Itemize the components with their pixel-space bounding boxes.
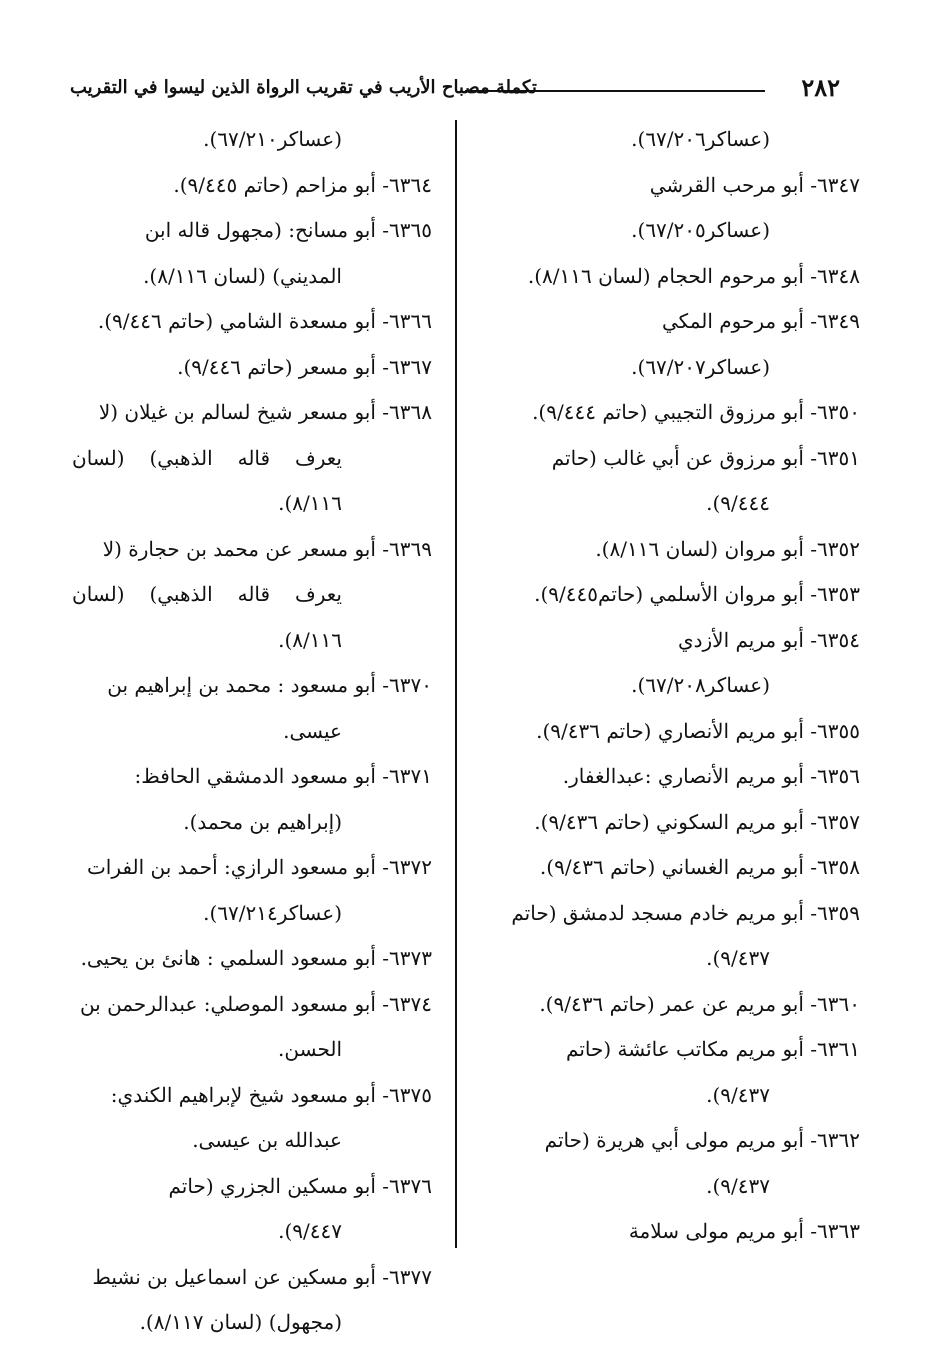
entry <box>500 891 860 982</box>
entry-continuation: الحسن. <box>278 1037 342 1061</box>
entry-text: ٦٣٦٤- أبو مزاحم (حاتم ٩/٤٤٥). <box>173 172 432 197</box>
left-column <box>72 117 432 1346</box>
entry-text: ٦٣٦١- أبو مريم مكاتب عائشة (حاتم <box>566 1037 860 1061</box>
entry <box>72 163 432 209</box>
entry-continuation: (عساكر٦٧/٢١٠). <box>203 127 342 151</box>
entry <box>72 390 432 527</box>
entry-text: ٦٣٥١- أبو مرزوق عن أبي غالب (حاتم <box>551 445 860 470</box>
entry-text: ٦٣٦٧- أبو مسعر (حاتم ٩/٤٤٦). <box>177 354 432 379</box>
entry-continuation: (عساكر٦٧/٢٠٦). <box>631 127 770 151</box>
entry-continuation: (عساكر٦٧/٢٠٧). <box>631 354 770 379</box>
entry-text: ٦٣٧٢- أبو مسعود الرازي: أحمد بن الفرات <box>86 855 432 879</box>
entry-text: ٦٣٥٤- أبو مريم الأزدي <box>677 627 860 652</box>
entry <box>500 572 860 618</box>
entry <box>72 345 432 391</box>
entry-text: ٦٣٧٦- أبو مسكين الجزري (حاتم <box>168 1173 432 1198</box>
entry <box>72 208 432 299</box>
entry <box>72 845 432 936</box>
entry-text: ٦٣٥٨- أبو مريم الغساني (حاتم ٩/٤٣٦). <box>539 855 860 879</box>
entry <box>500 709 860 755</box>
entry <box>500 1118 860 1209</box>
entry <box>500 390 860 436</box>
entry-continuation: (عساكر٦٧/٢١٤). <box>203 900 342 925</box>
entry <box>500 800 860 846</box>
entry-continuation: ٩/٤٣٧). <box>706 1082 770 1107</box>
page-number: ٢٨٢ <box>801 73 840 102</box>
entry-text: ٦٣٦٠- أبو مريم عن عمر (حاتم ٩/٤٣٦). <box>539 991 860 1016</box>
entry <box>500 1027 860 1118</box>
entry-text: ٦٣٦٩- أبو مسعر عن محمد بن حجارة (لا <box>102 536 432 561</box>
entry <box>500 527 860 573</box>
entry-continuation: (إبراهيم بن محمد). <box>183 809 342 834</box>
entry-text: ٦٣٦٦- أبو مسعدة الشامي (حاتم ٩/٤٤٦). <box>97 309 432 333</box>
entry <box>500 254 860 300</box>
entry-text: ٦٣٤٧- أبو مرحب القرشي <box>649 172 860 197</box>
entry-continuation: المديني) (لسان ٨/١١٦). <box>143 263 342 288</box>
entry <box>500 436 860 527</box>
entry <box>500 117 860 163</box>
entry <box>500 754 860 800</box>
entry-continuation: يعرف قاله الذهبي) (لسان ٨/١١٦). <box>72 582 342 652</box>
page-header <box>70 68 840 108</box>
entry <box>500 845 860 891</box>
entry <box>500 1209 860 1255</box>
entry-text: ٦٣٥٣- أبو مروان الأسلمي (حاتم٩/٤٤٥). <box>534 582 860 606</box>
entry-text: ٦٣٥٠- أبو مرزوق التجيبي (حاتم ٩/٤٤٤). <box>532 400 860 424</box>
entry <box>500 299 860 390</box>
entry-continuation: (مجهول) (لسان ٨/١١٧). <box>139 1310 342 1334</box>
entry-text: ٦٣٦٥- أبو مسانح: (مجهول قاله ابن <box>144 218 432 242</box>
entry-continuation: عيسى. <box>283 718 342 743</box>
entry-text: ٦٣٤٩- أبو مرحوم المكي <box>661 309 860 333</box>
entry-continuation: ٩/٤٣٧). <box>706 1173 770 1198</box>
column-divider <box>455 120 457 1248</box>
entry-continuation: ٩/٤٣٧). <box>706 946 770 970</box>
entry-text: ٦٣٤٨- أبو مرحوم الحجام (لسان ٨/١١٦). <box>527 263 860 288</box>
entry-text: ٦٣٧٥- أبو مسعود شيخ لإبراهيم الكندي: <box>110 1082 432 1107</box>
entry-text: ٦٣٧٣- أبو مسعود السلمي : هانئ بن يحيى. <box>80 946 432 970</box>
entry <box>72 1255 432 1346</box>
right-column <box>500 117 860 1255</box>
entry-text: ٦٣٥٩- أبو مريم خادم مسجد لدمشق (حاتم <box>511 900 860 925</box>
entry <box>72 754 432 845</box>
running-title: تكملة مصباح الأريب في تقريب الرواة الذين ليسوا في التقريب <box>70 77 537 98</box>
entry <box>72 982 432 1073</box>
entry <box>72 299 432 345</box>
entry-text: ٦٣٦٣- أبو مريم مولى سلامة <box>628 1219 860 1243</box>
entry-text: ٦٣٥٥- أبو مريم الأنصاري (حاتم ٩/٤٣٦). <box>536 718 860 743</box>
entry-text: ٦٣٧٤- أبو مسعود الموصلي: عبدالرحمن بن <box>79 991 432 1016</box>
entry-continuation: (عساكر٦٧/٢٠٥). <box>631 218 770 242</box>
entry <box>72 1164 432 1255</box>
entry-text: ٦٣٥٢- أبو مروان (لسان ٨/١١٦). <box>595 536 860 561</box>
entry <box>500 163 860 254</box>
entry <box>72 663 432 754</box>
entry <box>500 982 860 1028</box>
entry-continuation: ٩/٤٤٧). <box>278 1219 342 1243</box>
entry-text: ٦٣٥٦- أبو مريم الأنصاري :عبدالغفار. <box>562 764 860 788</box>
entry <box>500 618 860 709</box>
entry-text: ٦٣٧٧- أبو مسكين عن اسماعيل بن نشيط <box>92 1264 432 1289</box>
entry-text: ٦٣٧٠- أبو مسعود : محمد بن إبراهيم بن <box>107 673 432 697</box>
entry-continuation: عبدالله بن عيسى. <box>192 1128 342 1152</box>
entry <box>72 117 432 163</box>
entry-continuation: يعرف قاله الذهبي) (لسان ٨/١١٦). <box>72 445 342 515</box>
entry <box>72 936 432 982</box>
entry <box>72 1073 432 1164</box>
entry <box>72 527 432 664</box>
entry-text: ٦٣٧١- أبو مسعود الدمشقي الحافظ: <box>134 764 432 788</box>
entry-continuation: ٩/٤٤٤). <box>706 491 770 515</box>
entry-continuation: (عساكر٦٧/٢٠٨). <box>631 673 770 697</box>
entry-text: ٦٣٦٢- أبو مريم مولى أبي هريرة (حاتم <box>544 1128 860 1152</box>
entry-text: ٦٣٥٧- أبو مريم السكوني (حاتم ٩/٤٣٦). <box>534 809 860 834</box>
entry-text: ٦٣٦٨- أبو مسعر شيخ لسالم بن غيلان (لا <box>98 400 432 424</box>
